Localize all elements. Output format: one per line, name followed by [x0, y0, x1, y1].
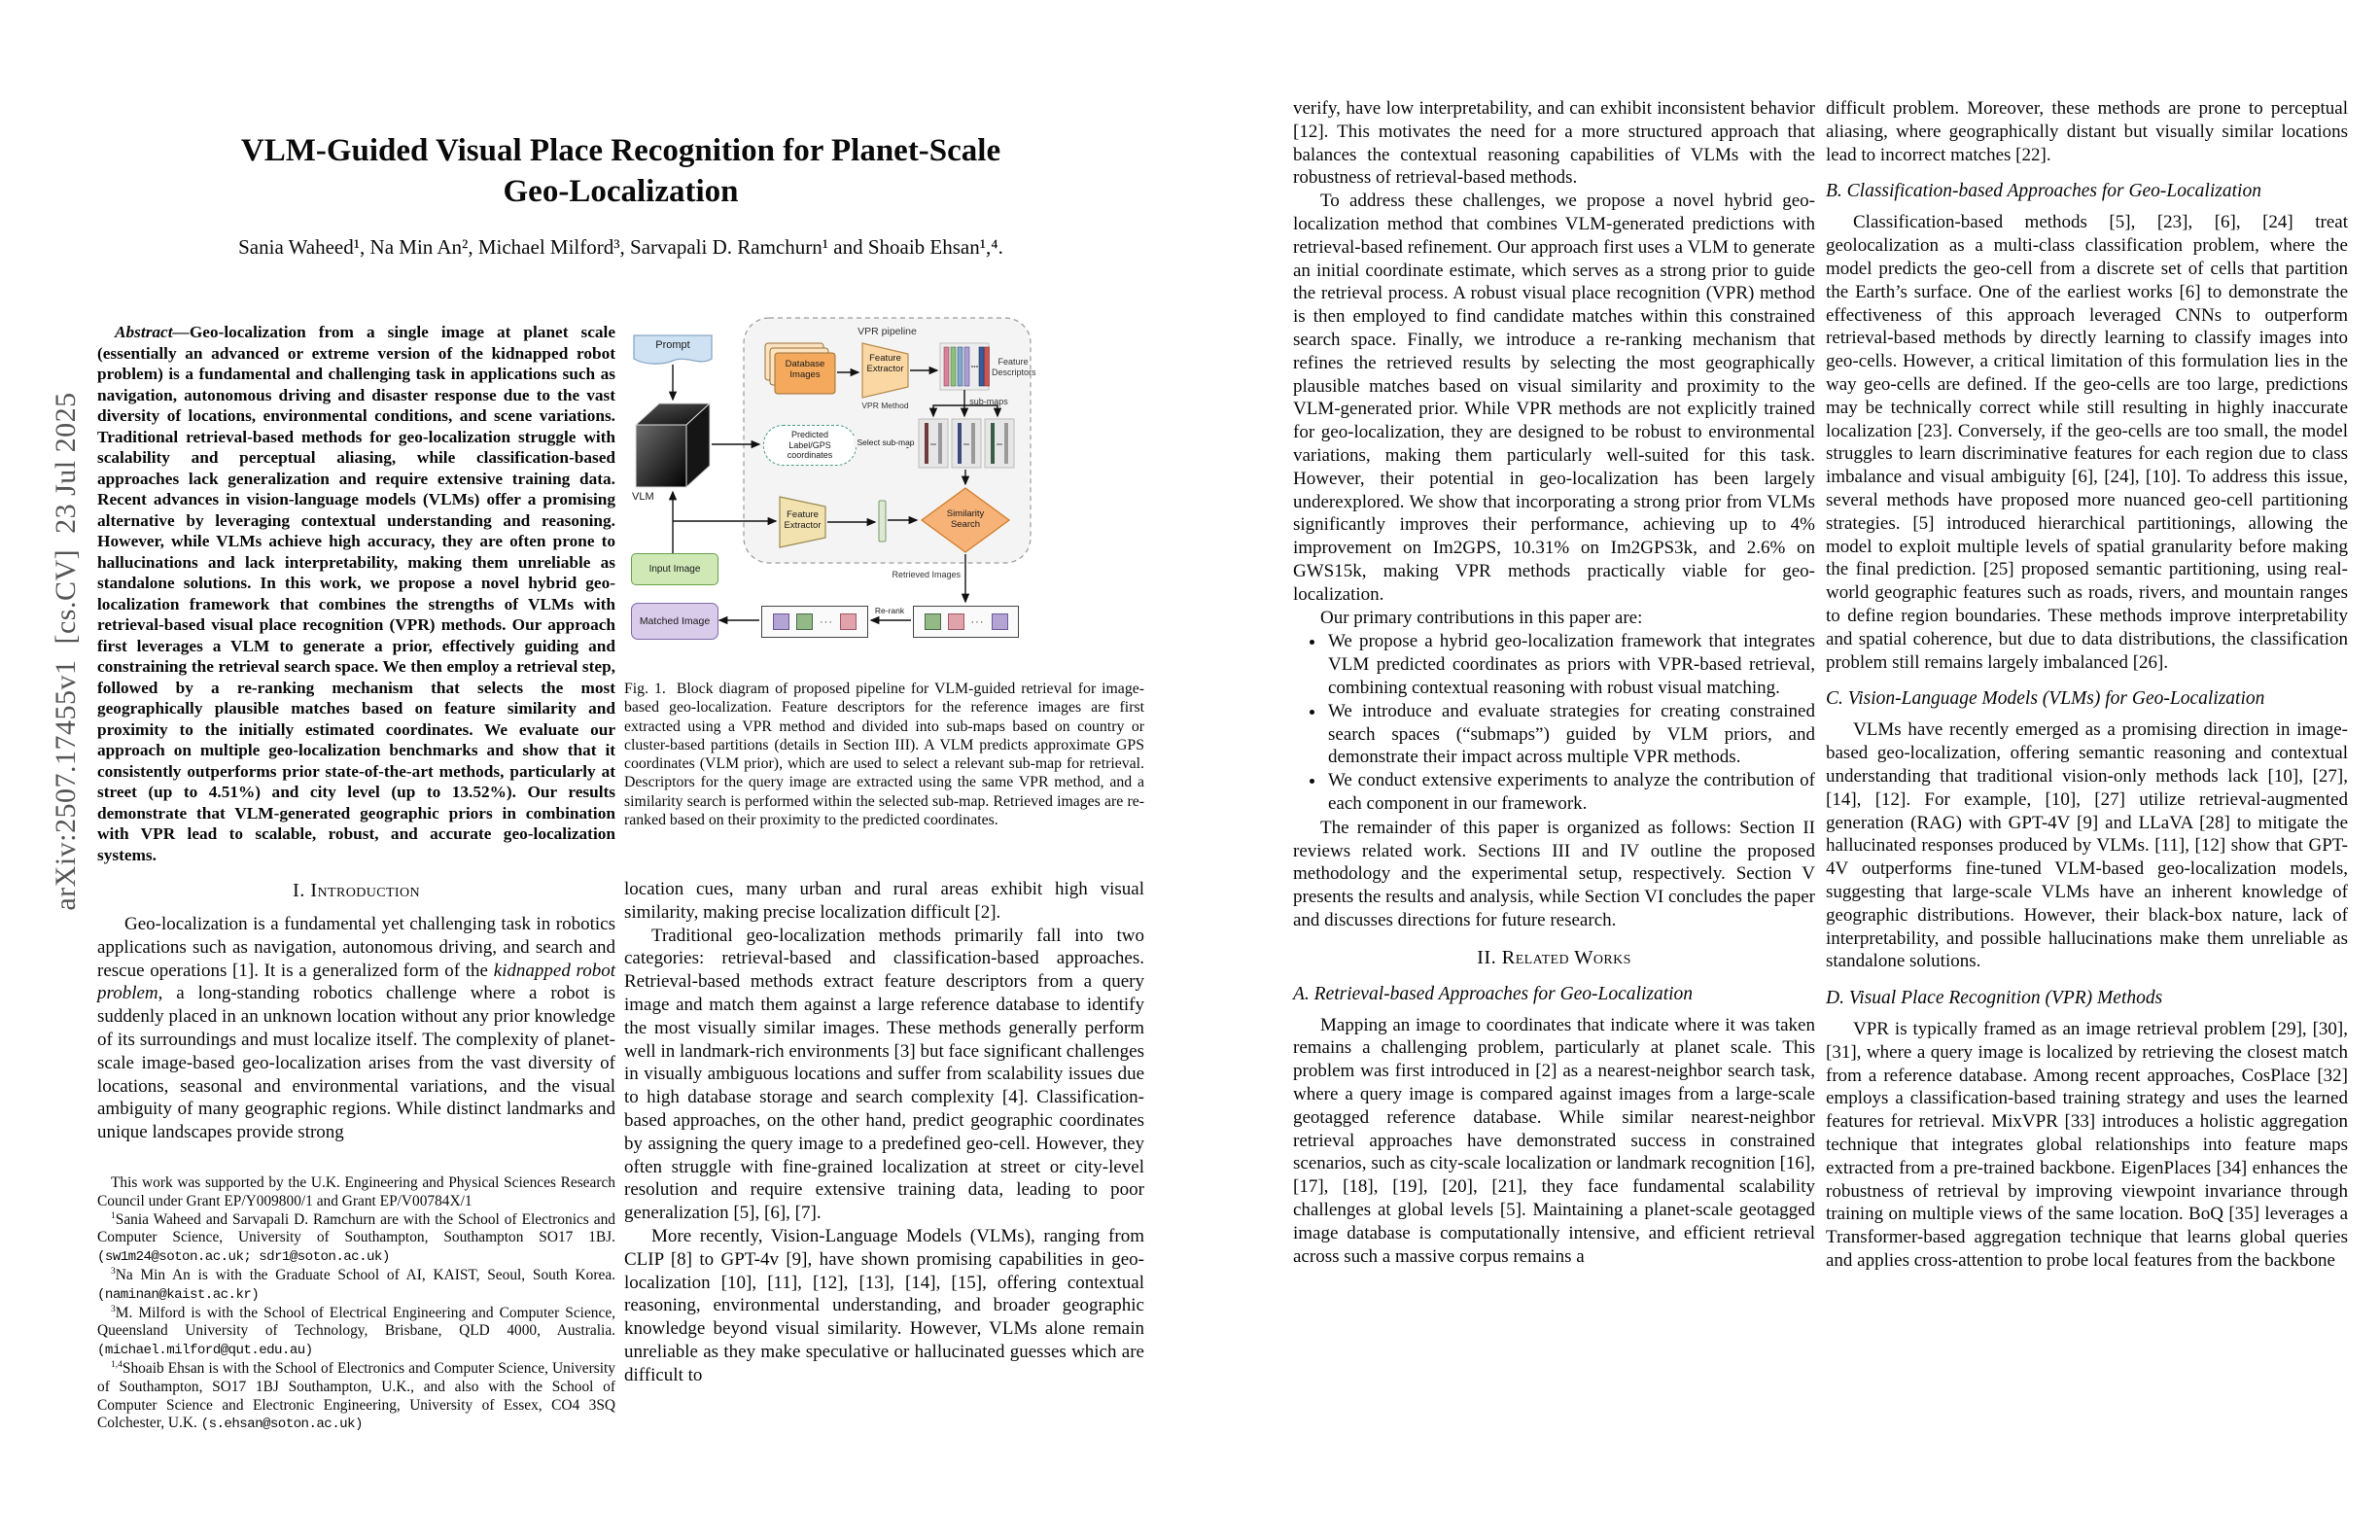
- contributions-list: [1293, 630, 1815, 815]
- body-paragraph: difficult problem. Moreover, these methods are prone to perceptual aliasing, where geographically distant but visually similar locations lead to incorrect matches [22].: [1826, 98, 2348, 165]
- re-rank-label: Re-rank: [874, 606, 905, 615]
- thumbnail-square: [925, 613, 941, 630]
- right-page-column-1: [1293, 97, 1815, 1268]
- matched-image-text: Matched Image: [639, 614, 711, 627]
- database-images-node: Database Images: [785, 359, 825, 381]
- section-heading-introduction: I. Introduction: [292, 880, 420, 901]
- feature-extractor-top-node: Feature Extractor: [866, 353, 904, 375]
- retrieved-images-label: Retrieved Images: [892, 570, 961, 579]
- body-paragraph: location cues, many urban and rural areas exhibit high visual similarity, making precise localization difficult [2].: [624, 879, 1144, 923]
- contribution-item: [1326, 630, 1815, 699]
- body-paragraph: To address these challenges, we propose a novel hybrid geo-localization method that combines VLM-generated predictions with retrieval-based refinement. Our approach first uses a VLM to generate an initial coordinate estimate, which serves as a strong prior to guide the retrieval process. A robust visual place recognition (VPR) method is then employed to find candidate matches within this constrained search space. Finally, we introduce a re-ranking mechanism that refines the retrieved results by selecting the most geographically plausible matches based on visual similarity and proximity to the VLM-generated prior. While VPR methods are not explicitly trained for geo-localization, they are designed to be robust to environmental variations, making them particularly well-suited for this task. However, their potential in geo-localization has been largely underexplored. We show that incorporating a strong prior from VLMs significantly improves their performance, achieving up to 4% improvement on Im2GPS, 10.31% on Im2GPS3k, and 2.6% on GWS15k, making VPR methods practically viable for geo-localization.: [1293, 191, 1815, 605]
- contribution-item-text: We conduct extensive experiments to analyze the contribution of each component in our framework.: [1328, 770, 1815, 814]
- footnote-4-email: (s.ehsan@soton.ac.uk): [200, 1417, 363, 1433]
- footnote-2-email: (naminan@kaist.ac.kr): [97, 1286, 260, 1303]
- footnote-3: [97, 1305, 615, 1360]
- footnote-2: [97, 1267, 615, 1305]
- contribution-item: [1326, 769, 1815, 816]
- body-paragraph: The remainder of this paper is organized as follows: Section II reviews related work. Sections III and IV outline the proposed methodology and the experimental setup, respectively. Section V presents the results and analysis, while Section VI concludes the paper and discusses directions for future research.: [1293, 817, 1815, 930]
- input-image-node: [631, 553, 718, 585]
- footnote-2-marker: 3: [111, 1265, 116, 1277]
- right-page-column-2: [1826, 97, 2348, 1273]
- body-paragraph: VPR is typically framed as an image retrieval problem [29], [30], [31], where a query image is localized by retrieving the closest match from a reference database. Among recent approaches, CosPlace [32] employs a classification-based training strategy and uses the learned features for retrieval. MixVPR [33] introduces a holistic aggregation technique that integrates global relationships into feature maps extracted from a pre-trained backbone. EigenPlaces [34] enhances the robustness of retrieval by improving viewpoint invariance through training on multiple views of the same location. BoQ [35] leverages a Transformer-based aggregation technique that learns global queries and applies cross-attention to probe local features from the backbone: [1826, 1019, 2348, 1272]
- paper-title-line1: VLM-Guided Visual Place Recognition for Planet-Scale: [240, 133, 1001, 168]
- thumbnail-square: [840, 613, 857, 630]
- similarity-search-node: Similarity Search: [946, 508, 985, 531]
- contributions-intro: Our primary contributions in this paper are:: [1320, 607, 1643, 628]
- left-page-column-2: [624, 878, 1144, 1387]
- intro-text-italic: kidnapped robot problem: [97, 960, 615, 1004]
- ellipsis: ···: [820, 615, 833, 628]
- footnote-3-marker: 3: [111, 1303, 116, 1314]
- select-submap-label: Select sub-map: [854, 438, 918, 447]
- paper-title-line2: Geo-Localization: [503, 174, 739, 209]
- body-paragraph: Mapping an image to coordinates that indicate where it was taken remains a challenging problem, particularly at planet scale. This problem was first introduced in [2] as a nearest-neighbor search task, where a query image is compared against images from a large-scale geotagged reference database. While similar nearest-neighbor retrieval approaches have demonstrated success in constrained scenarios, such as city-scale localization or landmark recognition [16], [17], [18], [19], [20], [21], they face fundamental scalability challenges at global levels [5]. Maintaining a planet-scale geotagged image database is computationally intensive, and efficient retrieval across such a massive corpus remains a: [1293, 1014, 1815, 1267]
- footnote-3-email: (michael.milford@qut.edu.au): [97, 1343, 313, 1359]
- footnotes-block: [97, 1174, 615, 1434]
- abstract-text: Geo-localization from a single image at planet scale (essentially an advanced or extreme version of the kidnapped robot problem) is a fundamental and challenging task in applications such as navigation, autonomous driving and disaster response due to the vast diversity of locations, environmental conditions, and scene variations. Traditional retrieval-based methods for geo-localization struggle with scalability and perceptual aliasing, while classification-based approaches lack generalization and require extensive training data. Recent advances in vision-language models (VLMs) offer a promising alternative by leveraging contextual understanding and reasoning. However, while VLMs achieve high accuracy, they are often prone to hallucinations and lack interpretability, making them unreliable as standalone solutions. In this work, we propose a novel hybrid geo-localization framework that combines the strengths of VLMs with retrieval-based visual place recognition (VPR) methods. Our approach first leverages a VLM to generate a prior, effectively guiding and constraining the retrieval search space. We then employ a retrieval step, followed by a re-ranking mechanism that selects the most geographically plausible matches based on feature similarity and proximity to the initially estimated coordinates. We evaluate our approach on multiple geo-localization benchmarks and show that it consistently outperforms prior state-of-the-art methods, particularly at street (up to 4.51%) and city level (up to 13.52%). Our results demonstrate that VLM-generated geographic priors in combination with VPR lead to scalable, robust, and accurate geo-localization systems.: [97, 323, 615, 864]
- intro-paragraph: [97, 913, 615, 1144]
- body-paragraph: Traditional geo-localization methods primarily fall into two categories: retrieval-based and classification-based approaches. Retrieval-based methods extract feature descriptors from a query image and match them against a large reference database to identify the most visually similar images. These methods generally perform well in landmark-rich environments [3] but face significant challenges in visually ambiguous locations and suffer from scalability issues due to high database storage and search complexity [4]. Classification-based approaches, on the other hand, predict geographic coordinates by assigning the query image to a predefined geo-cell. However, they often struggle with fine-grained localization at street or city-level resolution and require extensive training data, leading to poor generalization [5], [6], [7].: [624, 925, 1144, 1224]
- input-image-text: Input Image: [648, 563, 701, 575]
- matched-image-node: [631, 603, 718, 640]
- reranked-images-row: [761, 606, 868, 638]
- body-paragraph: Classification-based methods [5], [23], [6], [24] treat geolocalization as a multi-class classification problem, where the model predicts the geo-cell from a discrete set of cells that partition the Earth’s surface. One of the earliest works [6] to demonstrate the effectiveness of this approach leveraged CNNs to outperform retrieval-based methods by directly learning to classify images into geo-cells. However, a critical limitation of this formulation lies in the way geo-cells are defined. If the geo-cells are too large, predictions may be technically correct while still resulting in highly inaccurate localization [23]. Conversely, if the geo-cells are too small, the model struggles to learn discriminative features for each region due to class imbalance and visual ambiguity [6], [24], [10]. To address this issue, several methods have proposed more nuanced geo-cell partitioning strategies. [5] introduced hierarchical partitionings, allowing the model to exploit multiple levels of spatial granularity before making the final prediction. [25] proposed semantic partitioning, using real-world geographic features such as roads, rivers, and mountain ranges to define region boundaries. These methods improve interpretability and spatial coherence, but due to data distributions, the classification problem still remains largely imbalanced [26].: [1826, 212, 2348, 673]
- feature-descriptors-label: Feature Descriptors: [992, 357, 1036, 377]
- contribution-item-text: We introduce and evaluate strategies for creating constrained search spaces (“submaps”) guided by VLM priors, and demonstrate their impact across multiple VPR methods.: [1328, 700, 1815, 768]
- intro-text-before: Geo-localization is a fundamental yet challenging task in robotics applications such as navigation, autonomous driving, and search and rescue operations [1]. It is a generalized form of the: [97, 914, 615, 981]
- footnote-2-text: Na Min An is with the Graduate School of AI, KAIST, Seoul, South Korea.: [115, 1266, 615, 1283]
- vlm-node-label: VLM: [632, 491, 654, 503]
- body-paragraph: More recently, Vision-Language Models (VLMs), ranging from CLIP [8] to GPT-4v [9], have shown promising capabilities in geo-localization [10], [11], [12], [13], [14], [15], offering contextual reasoning, environmental understanding, and broader geographic knowledge beyond visual similarity. However, VLMs alone remain unreliable as they make speculative or hallucinated guesses which are difficult to: [624, 1225, 1144, 1385]
- abstract-paragraph: [97, 322, 615, 865]
- subsection-heading-c: C. Vision-Language Models (VLMs) for Geo-Localization: [1826, 688, 2265, 710]
- ellipsis: ···: [970, 615, 985, 628]
- footnote-support-text: This work was supported by the U.K. Engineering and Physical Sciences Research Council under Grant EP/Y009800/1 and Grant EP/V00784X/1: [97, 1174, 615, 1209]
- vpr-pipeline-label: VPR pipeline: [858, 326, 917, 337]
- footnote-1: [97, 1211, 615, 1267]
- feature-extractor-bottom-node: Feature Extractor: [784, 509, 822, 532]
- figure-caption-text: Block diagram of proposed pipeline for VLM-guided retrieval for image-based geo-localization. Feature descriptors for the reference images are first extracted using a VPR method and divided into sub-maps based on country or cluster-based partitions (details in Section III). A VLM predicts approximate GPS coordinates (VLM prior), which are used to select a relevant sub-map for retrieval. Descriptors for the query image are extracted using the same VPR method, and a similarity search is performed within the selected sub-map. Retrieved images are re-ranked based on their proximity to the predicted coordinates.: [624, 681, 1144, 829]
- thumbnail-square: [992, 613, 1008, 630]
- thumbnail-square: [948, 613, 964, 630]
- footnote-4-text: Shoaib Ehsan is with the School of Electronics and Computer Science, University of Southampton, SO17 1BJ Southampton, U.K., and also with the School of Computer Science and Electronic Engineering, University of Essex, CO4 3SQ Colchester, U.K.: [97, 1359, 615, 1432]
- subsection-heading-a: A. Retrieval-based Approaches for Geo-Localization: [1293, 983, 1694, 1004]
- sub-maps-label: sub-maps: [969, 397, 1008, 406]
- author-list: Sania Waheed¹, Na Min An², Michael Milford³, Sarvapali D. Ramchurn¹ and Shoaib Ehsan¹,⁴.: [238, 235, 1003, 259]
- body-paragraph: VLMs have recently emerged as a promising direction in image-based geo-localization, offering semantic reasoning and contextual understanding that traditional vision-only methods lack [10], [27], [14], [12]. For example, [10], [27] utilize retrieval-augmented generation (RAG) with GPT-4V [9] and LLaVA [28] to mitigate the hallucinated responses produced by VLMs. [11], [12] show that GPT-4V outperforms fine-tuned VLM-based geo-localization models, suggesting that large-scale VLMs have an inherent knowledge of geographic distributions. However, their black-box nature, lack of interpretability, and possible hallucinations make them unreliable as standalone solutions.: [1826, 719, 2348, 972]
- footnote-4-marker: 1,4: [111, 1358, 122, 1370]
- footnote-3-text: M. Milford is with the School of Electrical Engineering and Computer Science, Queensland University of Technology, Brisbane, QLD 4000, Australia.: [97, 1304, 615, 1340]
- vpr-method-label: VPR Method: [861, 401, 909, 410]
- arxiv-stamp: arXiv:2507.17455v1 [cs.CV] 23 Jul 2025: [50, 392, 82, 911]
- contribution-item-text: We propose a hybrid geo-localization framework that integrates VLM predicted coordinates as priors with VPR-based retrieval, combining contextual reasoning with robust visual matching.: [1328, 631, 1815, 698]
- contribution-item: [1326, 700, 1815, 769]
- predicted-gps-node: [763, 425, 857, 466]
- title-block: [97, 130, 1144, 260]
- intro-text-after: , a long-standing robotics challenge where a robot is suddenly placed in an unknown location without any prior knowledge of its surroundings and must localize itself. The complexity of planet-scale image-based geo-localization arises from the vast diversity of locations, seasonal and environmental variations, and the visual ambiguity of many geographic regions. While distinct landmarks and unique landscapes provide strong: [97, 983, 615, 1143]
- figure-1-caption: [624, 680, 1144, 829]
- footnote-1-email: (sw1m24@soton.ac.uk; sdr1@soton.ac.uk): [97, 1249, 390, 1266]
- footnote-4: [97, 1360, 615, 1434]
- paper-title: [97, 130, 1144, 212]
- body-paragraph: verify, have low interpretability, and can exhibit inconsistent behavior [12]. This motivates the need for a more structured approach that balances the contextual reasoning capabilities of VLMs with the robustness of retrieval-based methods.: [1293, 98, 1815, 189]
- prompt-node: Prompt: [655, 339, 690, 351]
- predicted-gps-text: Predicted Label/GPS coordinates: [787, 430, 833, 461]
- abstract-label: Abstract—: [115, 323, 190, 341]
- thumbnail-square: [773, 613, 789, 630]
- footnote-1-marker: 1: [111, 1209, 116, 1221]
- footnote-1-text: Sania Waheed and Sarvapali D. Ramchurn are with the School of Electronics and Computer Science, University of Southampton, Southampton SO17 1BJ.: [97, 1210, 615, 1246]
- figure-1-diagram: [624, 314, 1144, 650]
- footnote-support: [97, 1174, 615, 1211]
- subsection-heading-b: B. Classification-based Approaches for Geo-Localization: [1826, 181, 2261, 202]
- subsection-heading-d: D. Visual Place Recognition (VPR) Methods: [1826, 988, 2163, 1009]
- thumbnail-square: [796, 613, 813, 630]
- retrieved-images-row: [913, 606, 1019, 638]
- section-heading-related-works: II. Related Works: [1477, 946, 1631, 968]
- left-page-column-1: [97, 322, 615, 1144]
- figure-caption-label: Fig. 1.: [624, 681, 666, 697]
